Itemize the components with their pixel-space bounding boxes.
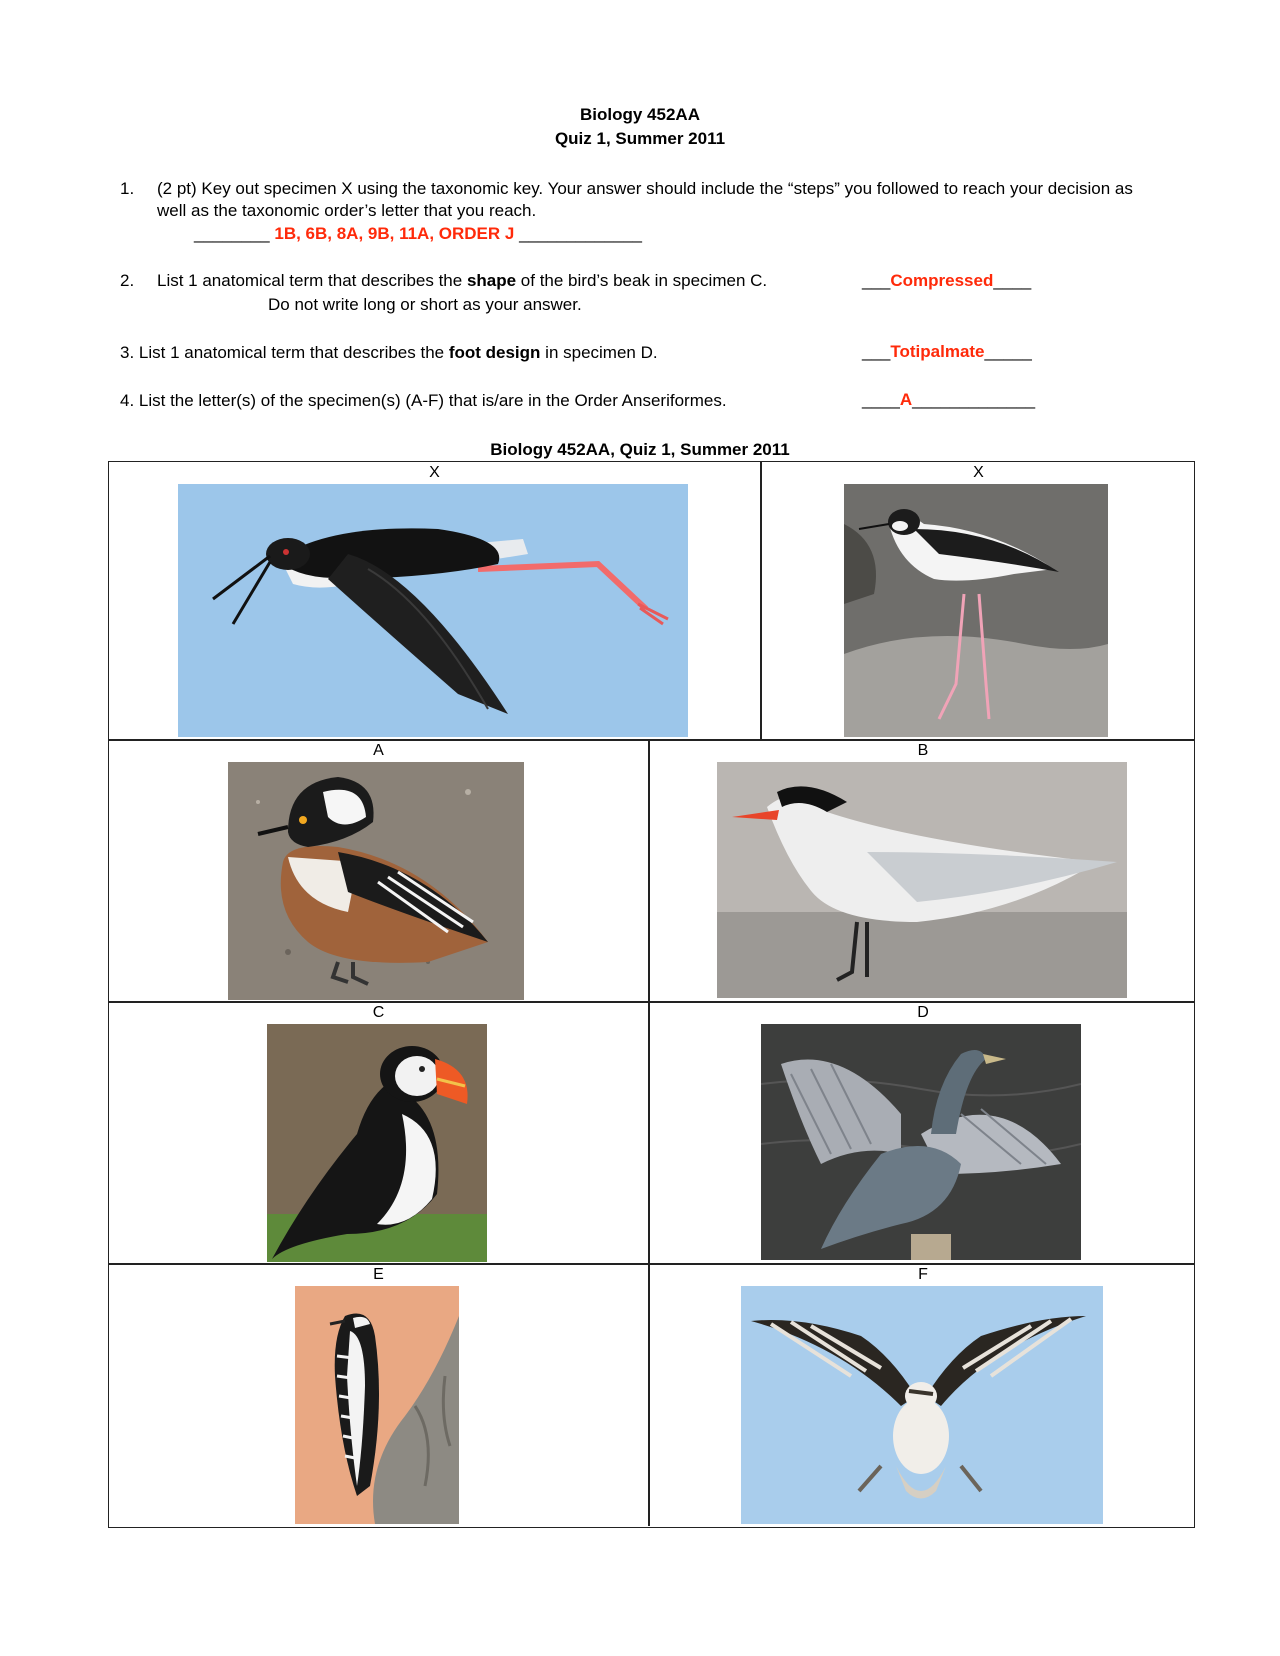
q3-blank-after: _____ (984, 342, 1032, 361)
q2-answer-line (862, 271, 1031, 291)
specimen-cell (109, 740, 648, 1001)
caspian-tern-image (717, 762, 1127, 998)
q1-text-line2: well as the taxonomic order’s letter that you reach. (157, 201, 537, 220)
q1-blank-before: ________ (194, 224, 275, 243)
specimen-grid (108, 461, 1195, 1528)
specimen-cell (109, 1264, 648, 1526)
q2-text-bold: shape (466, 271, 517, 290)
q4-blank-before: ____ (862, 390, 900, 409)
atlantic-puffin-image (267, 1024, 487, 1262)
q1-text-line1: (2 pt) Key out specimen X using the taxonomic key. Your answer should include the “steps” you followed to reach your decision as (157, 179, 1133, 198)
q1-number: 1. (120, 179, 135, 198)
q3-text (120, 342, 658, 364)
specimen-label: C (372, 1004, 385, 1021)
q3-answer-line (862, 342, 1032, 362)
q1-blank-after: _____________ (514, 224, 642, 243)
q2-note: Do not write long or short as your answer. (268, 295, 582, 314)
specimen-label: X (973, 464, 984, 481)
q4-text: 4. List the letter(s) of the specimen(s) (A-F) that is/are in the Order Anseriformes. (120, 391, 727, 410)
q4-answer: A (899, 390, 913, 409)
q3-answer: Totipalmate (890, 342, 985, 361)
stilt-standing-image (844, 484, 1108, 737)
q2-text (157, 270, 767, 292)
specimen-sheet-title: Biology 452AA, Quiz 1, Summer 2011 (490, 440, 790, 459)
specimen-label: D (917, 1004, 929, 1021)
specimen-label: F (918, 1266, 928, 1283)
q2-blank-before: ___ (862, 271, 891, 290)
specimen-cell (650, 740, 1196, 1001)
page-title: Biology 452AA (580, 105, 700, 124)
stilt-flying-image (178, 484, 688, 737)
specimen-label: B (917, 742, 929, 759)
q2-text-pre: List 1 anatomical term that describes the (157, 271, 467, 290)
q2-number: 2. (120, 271, 135, 290)
cormorant-image (761, 1024, 1081, 1260)
specimen-label: X (429, 464, 440, 481)
osprey-image (741, 1286, 1103, 1524)
q3-text-pre: 3. List 1 anatomical term that describes the (120, 343, 449, 362)
q3-text-post: in specimen D. (540, 343, 658, 362)
hooded-merganser-image (228, 762, 524, 1000)
specimen-cell (761, 462, 1196, 739)
q2-text-post: of the bird’s beak in specimen C. (516, 271, 768, 290)
specimen-label: E (373, 1266, 384, 1283)
q3-blank-before: ___ (862, 342, 891, 361)
downy-woodpecker-image (295, 1286, 459, 1524)
page-subtitle: Quiz 1, Summer 2011 (554, 129, 726, 148)
specimen-cell (650, 1264, 1196, 1526)
q2-blank-after: ____ (993, 271, 1032, 290)
q2-answer: Compressed (890, 271, 994, 290)
q1-answer-line (194, 224, 642, 244)
q1-text (157, 178, 1157, 222)
specimen-cell (109, 462, 760, 739)
q3-text-bold: foot design (448, 343, 541, 362)
q4-answer-line (862, 390, 1035, 410)
specimen-label: A (373, 742, 384, 759)
specimen-cell (650, 1002, 1196, 1263)
q1-answer: 1B, 6B, 8A, 9B, 11A, ORDER J (274, 224, 515, 243)
q4-blank-after: _____________ (912, 390, 1036, 409)
specimen-cell (109, 1002, 648, 1263)
